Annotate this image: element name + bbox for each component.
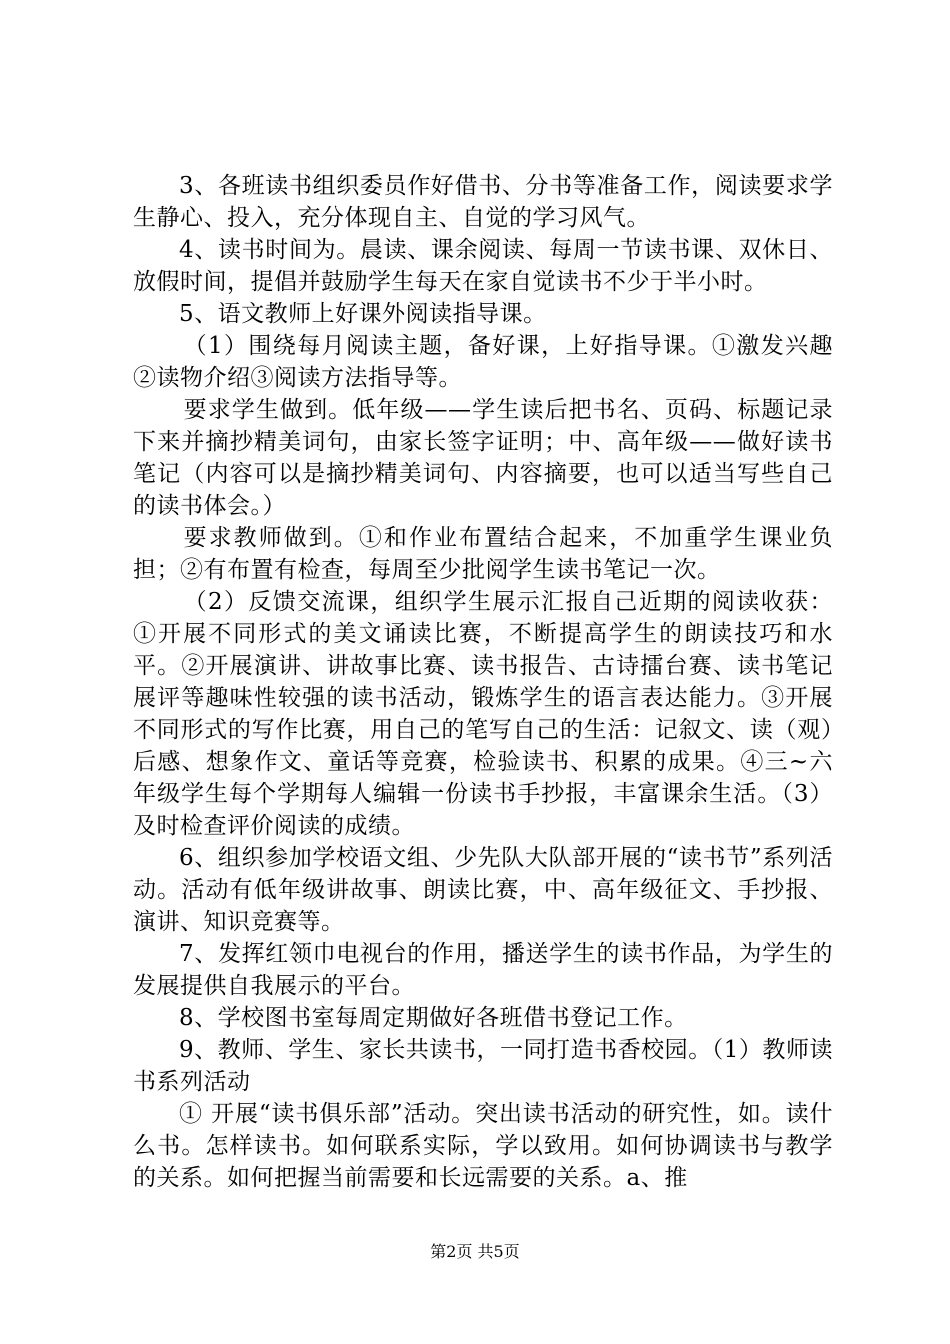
paragraph-reading-club: ① 开展“读书俱乐部”活动。突出读书活动的研究性，如。读什么书。怎样读书。如何联系实际，学以致用。如何协调读书与教学的关系。如何把握当前需要和长远需要的关系。a、推 — [133, 1101, 833, 1191]
paragraph-item-6: 6、组织参加学校语文组、少先队大队部开展的“读书节”系列活动。活动有低年级讲故事、朗读比赛，中、高年级征文、手抄报、演讲、知识竞赛等。 — [133, 845, 833, 935]
paragraph-sub-2: （2）反馈交流课，组织学生展示汇报自己近期的阅读收获：①开展不同形式的美文诵读比赛，不断提高学生的朗读技巧和水平。②开展演讲、讲故事比赛、读书报告、古诗擂台赛、读书笔记展评等趣味性较强的读书活动，锻炼学生的语言表达能力。③开展不同形式的写作比赛，用自己的笔写自己的生活：记叙文、读（观）后感、想象作文、童话等竞赛，检验读书、积累的成果。④三~六年级学生每个学期每人编辑一份读书手抄报，丰富课余生活。（3）及时检查评价阅读的成绩。 — [133, 589, 833, 839]
document-body — [133, 170, 833, 1194]
paragraph-item-5: 5、语文教师上好课外阅读指导课。 — [179, 301, 547, 327]
paragraph-sub-1: （1）围绕每月阅读主题，备好课，上好指导课。①激发兴趣②读物介绍③阅读方法指导等。 — [133, 333, 833, 391]
paragraph-item-7: 7、发挥红领巾电视台的作用，播送学生的读书作品，为学生的发展提供自我展示的平台。 — [133, 941, 833, 999]
paragraph-student-requirements: 要求学生做到。低年级——学生读后把书名、页码、标题记录下来并摘抄精美词句，由家长签字证明；中、高年级——做好读书笔记（内容可以是摘抄精美词句、内容摘要，也可以适当写些自己的读书体会。） — [133, 397, 833, 519]
paragraph-item-4: 4、读书时间为。晨读、课余阅读、每周一节读书课、双休日、放假时间，提倡并鼓励学生每天在家自觉读书不少于半小时。 — [133, 237, 833, 295]
paragraph-item-3: 3、各班读书组织委员作好借书、分书等准备工作，阅读要求学生静心、投入，充分体现自主、自觉的学习风气。 — [133, 173, 833, 231]
page-number-footer: 第2页 共5页 — [430, 1242, 520, 1261]
paragraph-item-8: 8、学校图书室每周定期做好各班借书登记工作。 — [179, 1005, 688, 1031]
paragraph-item-9: 9、教师、学生、家长共读书，一同打造书香校园。（1）教师读书系列活动 — [133, 1037, 833, 1095]
paragraph-teacher-requirements: 要求教师做到。①和作业布置结合起来，不加重学生课业负担；②有布置有检查，每周至少批阅学生读书笔记一次。 — [133, 525, 833, 583]
